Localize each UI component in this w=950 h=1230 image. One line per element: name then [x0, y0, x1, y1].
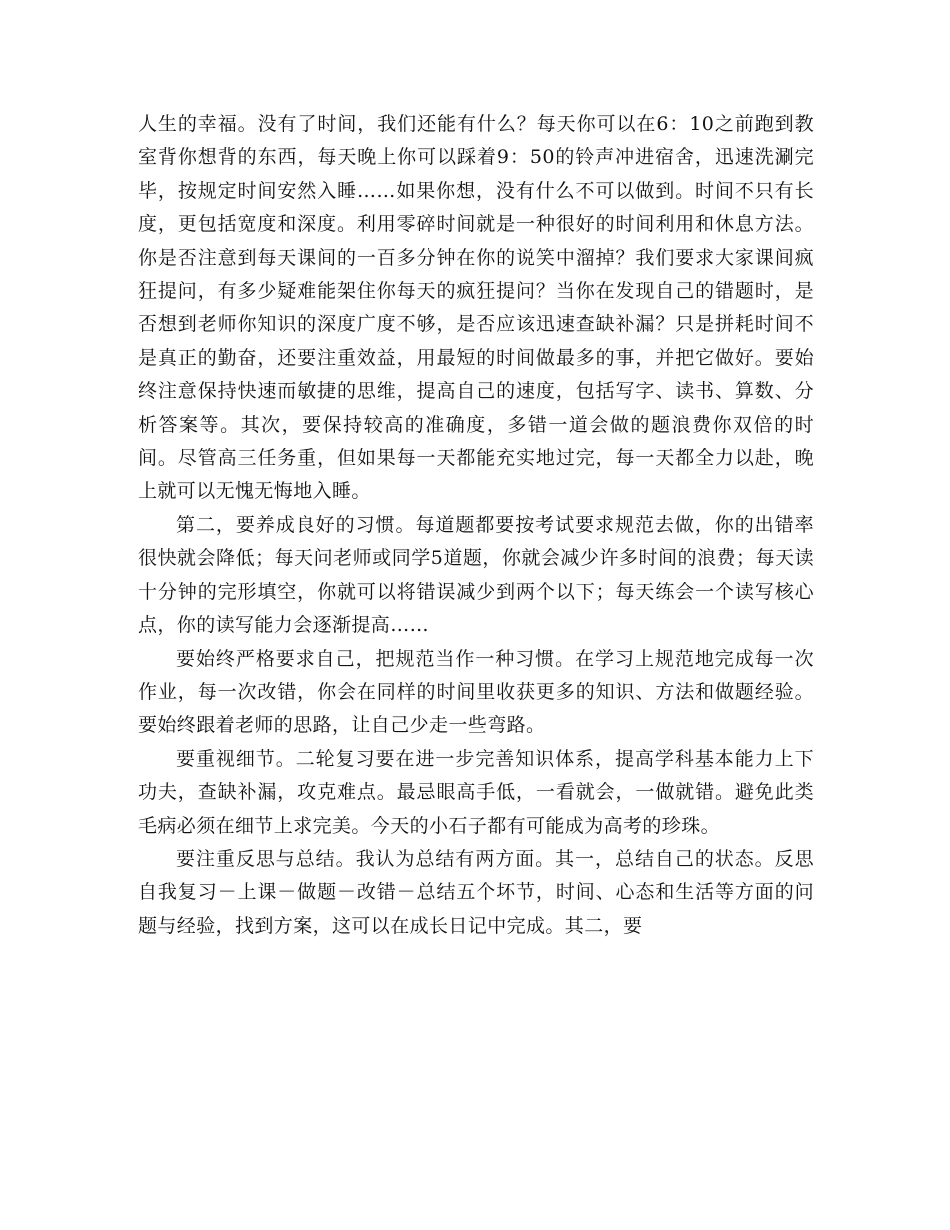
paragraph-attention-to-detail: 要重视细节。二轮复习要在进一步完善知识体系，提高学科基本能力上下功夫，查缺补漏，攻克难点。最忌眼高手低，一看就会，一做就错。避免此类毛病必须在细节上求完美。今天的小石子都有可能成为高考的珍珠。 [138, 747, 814, 837]
paragraph-reflection-summary: 要注重反思与总结。我认为总结有两方面。其一，总结自己的状态。反思自我复习－上课－做题－改错－总结五个坏节，时间、心态和生活等方面的问题与经验，找到方案，这可以在成长日记中完成。其二，要 [138, 847, 814, 937]
paragraph-time-continuation: 人生的幸福。没有了时间，我们还能有什么？每天你可以在6：10之前跑到教室背你想背的东西，每天晚上你可以踩着9：50的铃声冲进宿舍，迅速洗涮完毕，按规定时间安然入睡……如果你想，没有什么不可以做到。时间不只有长度，更包括宽度和深度。利用零碎时间就是一种很好的时间利用和休息方法。你是否注意到每天课间的一百多分钟在你的说笑中溜掉？我们要求大家课间疯狂提问，有多少疑难能架住你每天的疯狂提问？当你在发现自己的错题时，是否想到老师你知识的深度广度不够，是否应该迅速查缺补漏？只是拼耗时间不是真正的勤奋，还要注重效益，用最短的时间做最多的事，并把它做好。要始终注意保持快速而敏捷的思维，提高自己的速度，包括写字、读书、算数、分析答案等。其次，要保持较高的准确度，多错一道会做的题浪费你双倍的时间。尽管高三任务重，但如果每一天都能充实地过完，每一天都全力以赴，晚上就可以无愧无悔地入睡。 [138, 113, 814, 503]
paragraph-good-habits: 第二，要养成良好的习惯。每道题都要按考试要求规范去做，你的出错率很快就会降低；每天问老师或同学5道题，你就会减少许多时间的浪费；每天读十分钟的完形填空，你就可以将错误减少到两个以下；每天练会一个读写核心点，你的读写能力会逐渐提高…… [138, 513, 814, 637]
paragraph-strict-standards: 要始终严格要求自己，把规范当作一种习惯。在学习上规范地完成每一次作业，每一次改错，你会在同样的时间里收获更多的知识、方法和做题经验。要始终跟着老师的思路，让自己少走一些弯路。 [138, 647, 814, 737]
document-body [138, 108, 814, 943]
